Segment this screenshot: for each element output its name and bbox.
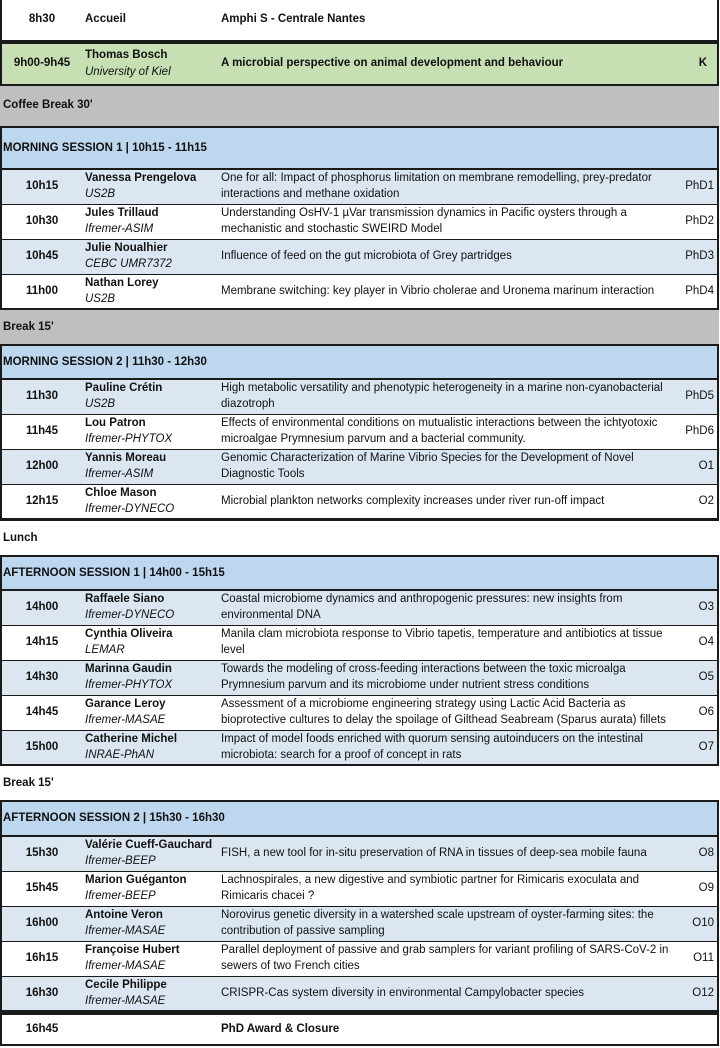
- talk-title: CRISPR-Cas system diversity in environmental Campylobacter species: [221, 987, 585, 999]
- talk-row: [0, 626, 719, 661]
- talk-affiliation: Ifremer-PHYTOX: [85, 679, 173, 691]
- session-title: MORNING SESSION 1 | 10h15 - 11h15: [3, 142, 207, 154]
- talk-time: 11h00: [26, 285, 58, 297]
- talk-affiliation: US2B: [85, 293, 116, 305]
- talk-title: Towards the modeling of cross-feeding interactions between the toxic microalga Prymnesium parvum and its microbiome under nutrient stress conditions: [221, 663, 626, 691]
- talk-code: PhD3: [685, 250, 714, 262]
- talk-title: One for all: Impact of phosphorus limitation on membrane remodelling, prey-predator interactions and methane oxidation: [221, 172, 652, 200]
- talk-speaker: Nathan Lorey: [85, 277, 159, 289]
- talk-title: Lachnospirales, a new digestive and symbiotic partner for Rimicaris exoculata and Rimicaris chacei ?: [221, 874, 640, 902]
- talk-row: [0, 205, 719, 240]
- lunch-label: Lunch: [3, 532, 38, 544]
- talk-row: [0, 485, 719, 520]
- talk-title: Coastal microbiome dynamics and anthropogenic pressures: new insights from environmental DNA: [221, 593, 623, 621]
- talk-row: [0, 907, 719, 942]
- session-title: MORNING SESSION 2 | 11h30 - 12h30: [3, 356, 207, 368]
- coffee-break-row: [0, 86, 719, 126]
- talk-title: Manila clam microbiota response to Vibrio tapetis, temperature and antibiotics at tissue level: [221, 628, 663, 656]
- session-header: [0, 800, 719, 837]
- talk-time: 16h15: [25, 952, 59, 964]
- talk-speaker: Marinna Gaudin: [85, 663, 172, 675]
- talk-affiliation: Ifremer-DYNECO: [85, 609, 175, 621]
- talk-speaker: Valérie Cueff-Gauchard: [85, 839, 213, 851]
- talk-row: [0, 415, 719, 450]
- coffee-break-label: Coffee Break 30': [3, 99, 93, 111]
- talk-row: [0, 696, 719, 731]
- talk-affiliation: CEBC UMR7372: [85, 258, 172, 270]
- break-2-label: Break 15': [3, 777, 54, 789]
- talk-speaker: Antoine Veron: [85, 909, 163, 921]
- talk-speaker: Pauline Crétin: [85, 382, 163, 394]
- talk-affiliation: US2B: [85, 398, 116, 410]
- talk-speaker: Marion Guéganton: [85, 874, 187, 886]
- talk-time: 14h15: [25, 636, 59, 648]
- talk-row: [0, 275, 719, 310]
- talk-row: [0, 170, 719, 205]
- talk-code: O1: [698, 460, 714, 472]
- opening-venue: Amphi S - Centrale Nantes: [221, 13, 366, 25]
- talk-code: O10: [692, 917, 714, 929]
- talk-affiliation: LEMAR: [85, 644, 125, 656]
- talk-row: [0, 661, 719, 696]
- opening-row: [0, 0, 719, 42]
- talk-code: O12: [692, 987, 714, 999]
- talk-speaker: Catherine Michel: [85, 733, 178, 745]
- talk-time: 10h45: [25, 250, 59, 262]
- talk-row: [0, 872, 719, 907]
- talk-time: 10h30: [25, 215, 59, 227]
- lunch-row: [0, 521, 719, 555]
- talk-speaker: Françoise Hubert: [85, 944, 180, 956]
- talk-affiliation: Ifremer-MASAE: [85, 714, 166, 726]
- talk-speaker: Lou Patron: [85, 417, 146, 429]
- session-title: AFTERNOON SESSION 1 | 14h00 - 15h15: [3, 567, 225, 579]
- talk-affiliation: Ifremer-ASIM: [85, 468, 154, 480]
- keynote-affiliation: University of Kiel: [85, 66, 171, 78]
- talk-code: PhD6: [685, 425, 714, 437]
- talk-code: O5: [698, 671, 714, 683]
- talk-code: O9: [698, 882, 714, 894]
- talk-affiliation: Ifremer-BEEP: [85, 855, 156, 867]
- closing-time: 16h45: [25, 1023, 59, 1035]
- talk-title: Parallel deployment of passive and grab samplers for variant profiling of SARS-CoV-2 in sewers of two French cities: [221, 944, 669, 972]
- talk-speaker: Jules Trillaud: [85, 207, 159, 219]
- opening-time: 8h30: [28, 13, 56, 25]
- talk-code: O11: [693, 952, 714, 964]
- talk-row: [0, 942, 719, 977]
- talk-time: 14h00: [25, 601, 59, 613]
- keynote-speaker: Thomas Bosch: [85, 49, 168, 61]
- talk-code: O2: [698, 495, 714, 507]
- talk-time: 12h15: [25, 495, 59, 507]
- talk-code: PhD1: [685, 180, 714, 192]
- break-2-row: [0, 766, 719, 800]
- talk-time: 14h45: [25, 706, 59, 718]
- talk-time: 16h30: [25, 987, 59, 999]
- break-1-label: Break 15': [3, 321, 54, 333]
- talk-title: Norovirus genetic diversity in a watershed scale upstream of oyster-farming sites: the contribution of passive sampling: [221, 909, 654, 937]
- talk-time: 15h30: [25, 847, 59, 859]
- talk-time: 10h15: [25, 180, 59, 192]
- talk-code: PhD5: [685, 390, 714, 402]
- talk-speaker: Vanessa Prengelova: [85, 172, 197, 184]
- talk-title: Microbial plankton networks complexity increases under river run-off impact: [221, 495, 605, 507]
- talk-speaker: Cynthia Oliveira: [85, 628, 173, 640]
- session-header: [0, 344, 719, 380]
- talk-row: [0, 731, 719, 766]
- session-header: [0, 126, 719, 170]
- talk-title: Genomic Characterization of Marine Vibrio Species for the Development of Novel Diagnostic Tools: [221, 452, 634, 480]
- talk-speaker: Chloe Mason: [85, 487, 157, 499]
- talk-affiliation: US2B: [85, 188, 116, 200]
- talk-time: 12h00: [25, 460, 59, 472]
- talk-affiliation: Ifremer-BEEP: [85, 890, 156, 902]
- talk-title: FISH, a new tool for in-situ preservation of RNA in tissues of deep-sea mobile fauna: [221, 847, 647, 859]
- talk-affiliation: Ifremer-ASIM: [85, 223, 154, 235]
- talk-row: [0, 837, 719, 872]
- keynote-time: 9h00-9h45: [13, 57, 71, 69]
- talk-speaker: Raffaele Siano: [85, 593, 165, 605]
- talk-affiliation: Ifremer-DYNECO: [85, 503, 175, 515]
- talk-speaker: Julie Noualhier: [85, 242, 168, 254]
- keynote-code: K: [698, 57, 707, 69]
- talk-code: PhD4: [685, 285, 714, 297]
- talk-time: 14h30: [25, 671, 59, 683]
- talk-affiliation: Ifremer-MASAE: [85, 995, 166, 1007]
- talk-title: Impact of model foods enriched with quorum sensing autoinducers on the intestinal microbiota: search for a proof of concept in rats: [221, 733, 643, 761]
- talk-title: Membrane switching: key player in Vibrio cholerae and Uronema marinum interaction: [221, 285, 655, 297]
- talk-code: O6: [698, 706, 714, 718]
- talk-affiliation: Ifremer-MASAE: [85, 925, 166, 937]
- talk-affiliation: Ifremer-PHYTOX: [85, 433, 173, 445]
- talk-code: O3: [698, 601, 714, 613]
- talk-row: [0, 591, 719, 626]
- talk-speaker: Cecile Philippe: [85, 979, 167, 991]
- talk-row: [0, 977, 719, 1012]
- talk-time: 15h45: [25, 882, 59, 894]
- talk-affiliation: Ifremer-MASAE: [85, 960, 166, 972]
- talk-title: Influence of feed on the gut microbiota of Grey partridges: [221, 250, 512, 262]
- talk-time: 15h00: [25, 741, 59, 753]
- talk-title: Effects of environmental conditions on mutualistic interactions between the ichtyotoxic microalgae Prymnesium parvum and a bacterial community.: [221, 417, 658, 445]
- talk-row: [0, 450, 719, 485]
- talk-row: [0, 240, 719, 275]
- closing-label: PhD Award & Closure: [221, 1023, 340, 1035]
- talk-code: O7: [698, 741, 714, 753]
- session-header: [0, 555, 719, 591]
- talk-title: Assessment of a microbiome engineering strategy using Lactic Acid Bacteria as bioprotective cultures to delay the spoilage of Gilthead Seabream (Sparus aurata) fillets: [221, 698, 666, 726]
- opening-label: Accueil: [85, 13, 126, 25]
- talk-row: [0, 380, 719, 415]
- talk-title: Understanding OsHV-1 µVar transmission dynamics in Pacific oysters through a mechanistic and stochastic SWEIRD Model: [221, 207, 627, 235]
- talk-affiliation: INRAE-PhAN: [85, 749, 155, 761]
- talk-time: 11h45: [26, 425, 58, 437]
- keynote-row: [0, 42, 719, 86]
- talk-speaker: Garance Leroy: [85, 698, 166, 710]
- talk-time: 11h30: [26, 390, 58, 402]
- talk-code: PhD2: [685, 215, 714, 227]
- talk-time: 16h00: [25, 917, 59, 929]
- talk-code: O4: [698, 636, 714, 648]
- break-1-row: [0, 310, 719, 344]
- talk-code: O8: [698, 847, 714, 859]
- talk-title: High metabolic versatility and phenotypic heterogeneity in a marine non-cyanobacterial diazotroph: [221, 382, 663, 410]
- keynote-title: A microbial perspective on animal development and behaviour: [221, 57, 564, 69]
- talk-speaker: Yannis Moreau: [85, 452, 167, 464]
- session-title: AFTERNOON SESSION 2 | 15h30 - 16h30: [3, 812, 225, 824]
- closing-row: [0, 1013, 719, 1046]
